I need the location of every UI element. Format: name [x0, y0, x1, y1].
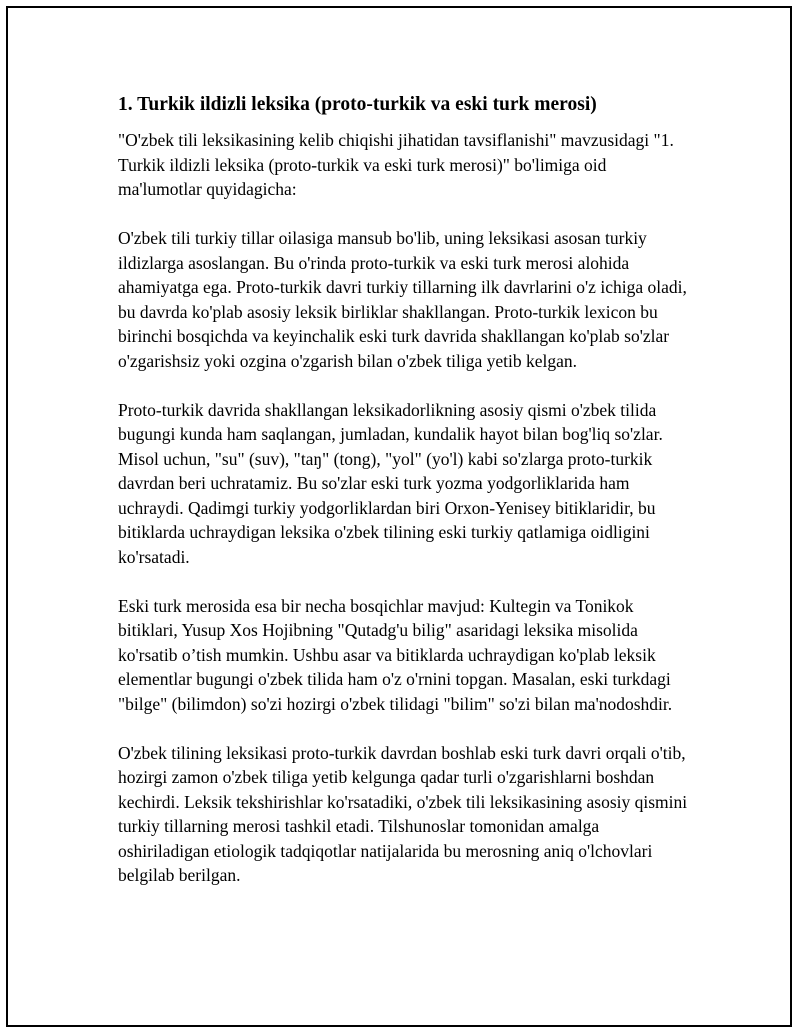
- paragraph-turkic-origins: O'zbek tili turkiy tillar oilasiga mansub bo'lib, uning leksikasi asosan turkiy ildizlarga asoslangan. Bu o'rinda proto-turkik va eski turk merosi alohida ahamiyatga ega. Proto-turkik davri turkiy tillarning ilk davrlarini o'z ichiga oladi, bu davrda ko'plab asosiy leksik birliklar shakllangan. Proto-turkik lexicon bu birinchi bosqichda va keyinchalik eski turk davrida shakllangan ko'plab so'zlar o'zgarishsiz yoki ozgina o'zgarish bilan o'zbek tiliga yetib kelgan.: [118, 228, 687, 371]
- intro-paragraph: "O'zbek tili leksikasining kelib chiqishi jihatidan tavsiflanishi" mavzusidagi "1. Turkik ildizli leksika (proto-turkik va eski turk merosi)" bo'limiga oid ma'lumotlar quyidagicha:: [118, 130, 674, 199]
- section-heading: 1. Turkik ildizli leksika (proto-turkik va eski turk merosi): [118, 94, 597, 115]
- paragraph-old-turkic-heritage: Eski turk merosida esa bir necha bosqichlar mavjud: Kultegin va Tonikok bitiklari, Yusup Xos Hojibning "Qutadg'u bilig" asaridagi leksika misolida ko'rsatib o’tish mumkin. Ushbu asar va bitiklarda uchraydigan ko'plab leksik elementlar bugungi o'zbek tilida ham o'z o'rnini topgan. Masalan, eski turkdagi "bilge" (bilimdon) so'zi hozirgi o'zbek tilidagi "bilim" so'zi bilan ma'nodoshdir.: [118, 595, 673, 714]
- paragraph-conclusion: O'zbek tilining leksikasi proto-turkik davrdan boshlab eski turk davri orqali o'tib, hozirgi zamon o'zbek tiliga yetib kelgunga qadar turli o'zgarishlarni boshdan kechirdi. Leksik tekshirishlar ko'rsatadiki, o'zbek tili leksikasining asosiy qismini turkiy tillarning merosi tashkil etadi. Tilshunoslar tomonidan amalga oshiriladigan etiologik tadqiqotlar natijalarida bu merosning aniq o'lchovlari belgilab berilgan.: [118, 742, 688, 885]
- paragraph-proto-turkic-vocabulary: Proto-turkik davrida shakllangan leksikadorlikning asosiy qismi o'zbek tilida bugungi kunda ham saqlangan, jumladan, kundalik hayot bilan bog'liq so'zlar. Misol uchun, "su" (suv), "taŋ" (tong), "yol" (yo'l) kabi so'zlarga proto-turkik davrdan beri uchratamiz. Bu so'zlar eski turk yozma yodgorliklarida ham uchraydi. Qadimgi turkiy yodgorliklardan biri Orxon-Yenisey bitiklaridir, bu bitiklarda uchraydigan leksika o'zbek tilining eski turkiy qatlamiga oidligini ko'rsatadi.: [118, 399, 663, 567]
- document-body: [118, 92, 688, 912]
